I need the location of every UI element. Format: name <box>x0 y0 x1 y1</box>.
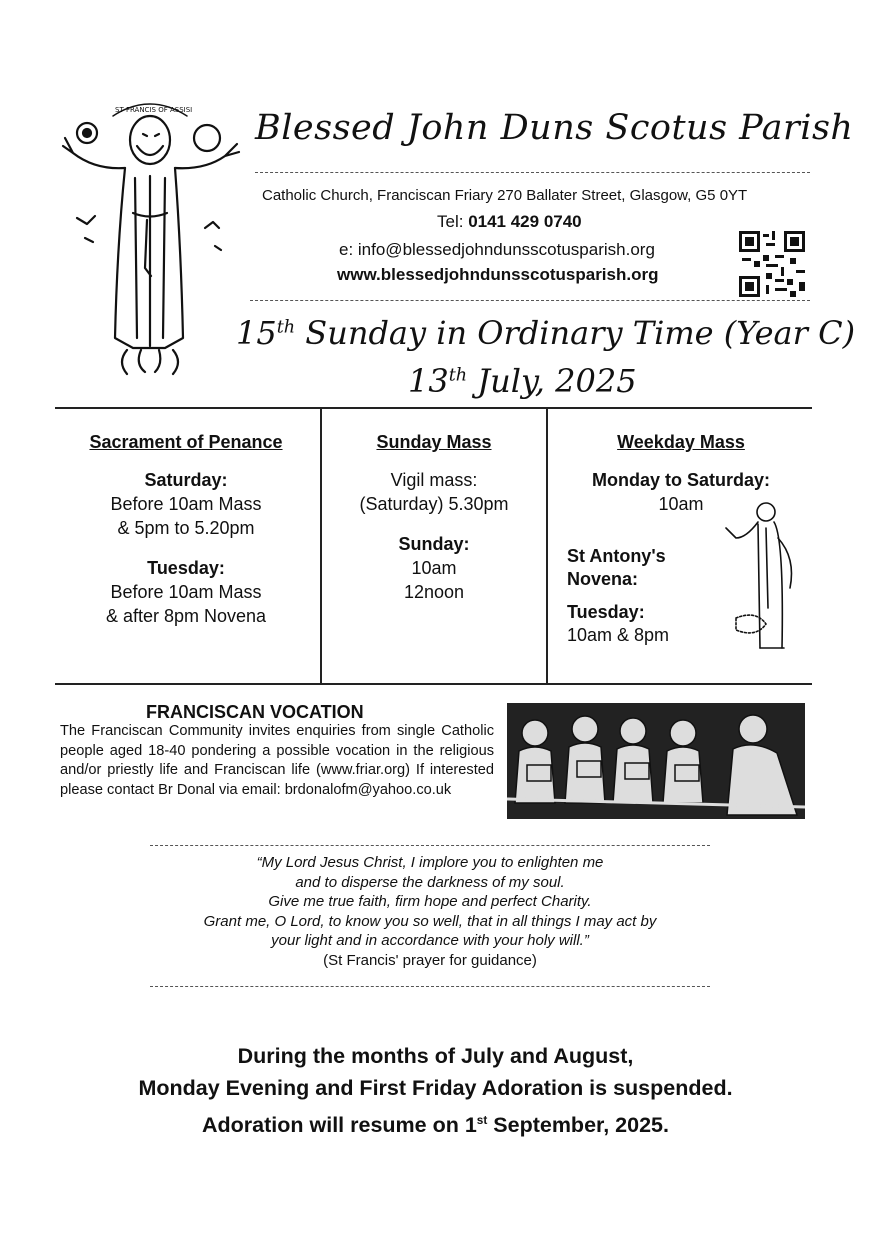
novena-line1: St Antony's <box>567 546 666 566</box>
vigil-line1: Vigil mass: <box>390 470 478 490</box>
parish-website[interactable]: www.blessedjohndunsscotusparish.org <box>337 265 659 284</box>
parish-title: Blessed John Duns Scotus Parish <box>255 108 854 148</box>
vocation-title: FRANCISCAN VOCATION <box>146 702 364 722</box>
prayer-line2: and to disperse the darkness of my soul. <box>295 873 565 891</box>
novena-tuesday-time: 10am & 8pm <box>567 625 670 645</box>
penance-tuesday-line1: Before 10am Mass <box>110 582 262 602</box>
date-day: 13 <box>408 362 449 400</box>
table-top-border <box>55 407 812 409</box>
novena-tuesday-label: Tuesday: <box>567 602 645 622</box>
notice-line2: Monday Evening and First Friday Adoration is suspended. <box>138 1076 733 1100</box>
penance-column <box>60 430 312 628</box>
penance-saturday-line1: Before 10am Mass <box>110 494 262 514</box>
parish-email[interactable]: e: info@blessedjohndunsscotusparish.org <box>339 240 655 259</box>
sunday-mass-column <box>324 430 544 604</box>
prayer-line5: your light and in accordance with your holy will.” <box>271 932 589 949</box>
sunday-ordinal-suffix: th <box>276 317 296 338</box>
tel-label: Tel: <box>437 212 469 231</box>
date-rest: July, 2025 <box>467 362 637 400</box>
prayer-line3: Give me true faith, firm hope and perfect Charity. <box>268 893 592 910</box>
weekday-mass-heading: Weekday Mass <box>617 432 745 452</box>
sunday-ordinal: 15 <box>236 314 277 352</box>
table-bottom-border <box>55 683 812 685</box>
notice-line1: During the months of July and August, <box>237 1044 634 1068</box>
novena-line2: Novena: <box>567 569 639 589</box>
qr-code-icon <box>739 231 805 297</box>
notice-line3-post: September, 2025. <box>487 1113 669 1138</box>
notice-line3-pre: Adoration will resume on 1 <box>202 1113 477 1138</box>
table-divider-1 <box>320 408 322 684</box>
parish-address: Catholic Church, Franciscan Friary 270 Ballater Street, Glasgow, G5 0YT <box>262 187 748 204</box>
prayer-line1: “My Lord Jesus Christ, I implore you to enlighten me <box>256 854 604 871</box>
tel-number: 0141 429 0740 <box>468 212 582 231</box>
weekday-days-time: 10am <box>658 494 704 514</box>
vigil-line2: (Saturday) 5.30pm <box>359 494 509 514</box>
vocation-text: The Franciscan Community invites enquiries from single Catholic people aged 18-40 pondering a possible vocation in the religious and/or priestly life and Franciscan life (www.friar.org) If interested please contact Br Donal via email: brdonalofm@yahoo.co.uk <box>60 723 494 798</box>
sunday-time2: 12noon <box>403 582 465 602</box>
prayer-source: (St Francis' prayer for guidance) <box>323 951 537 969</box>
prayer-block <box>140 853 720 970</box>
st-antony-illustration <box>718 498 808 658</box>
header-divider-bottom <box>250 300 810 301</box>
seal-text: ST FRANCIS OF ASSISI <box>115 106 193 114</box>
adoration-notice <box>60 1040 811 1141</box>
sunday-time1: 10am <box>411 558 457 578</box>
penance-heading: Sacrament of Penance <box>89 432 283 452</box>
sunday-title <box>236 314 855 352</box>
weekday-days-label: Monday to Saturday: <box>591 470 770 490</box>
sunday-title-rest: Sunday in Ordinary Time (Year C) <box>295 314 856 352</box>
prayer-divider-top <box>150 845 710 846</box>
header-divider-top <box>255 172 810 173</box>
sunday-date <box>408 362 637 400</box>
notice-line3-sup: st <box>476 1113 488 1127</box>
prayer-line4: Grant me, O Lord, to know you so well, that in all things I may act by <box>203 912 657 930</box>
sunday-label: Sunday: <box>398 534 470 554</box>
prayer-divider-bottom <box>150 986 710 987</box>
table-divider-2 <box>546 408 548 684</box>
date-suffix: th <box>448 365 468 386</box>
penance-tuesday-label: Tuesday: <box>147 558 225 578</box>
friars-illustration <box>507 703 805 819</box>
notice-line3 <box>60 1104 811 1141</box>
penance-tuesday-line2: & after 8pm Novena <box>105 606 267 626</box>
penance-saturday-label: Saturday: <box>144 470 228 490</box>
parish-telephone <box>437 212 582 232</box>
penance-saturday-line2: & 5pm to 5.20pm <box>117 518 255 538</box>
sunday-mass-heading: Sunday Mass <box>376 432 492 452</box>
st-francis-illustration <box>55 98 245 388</box>
novena-block <box>567 545 669 647</box>
